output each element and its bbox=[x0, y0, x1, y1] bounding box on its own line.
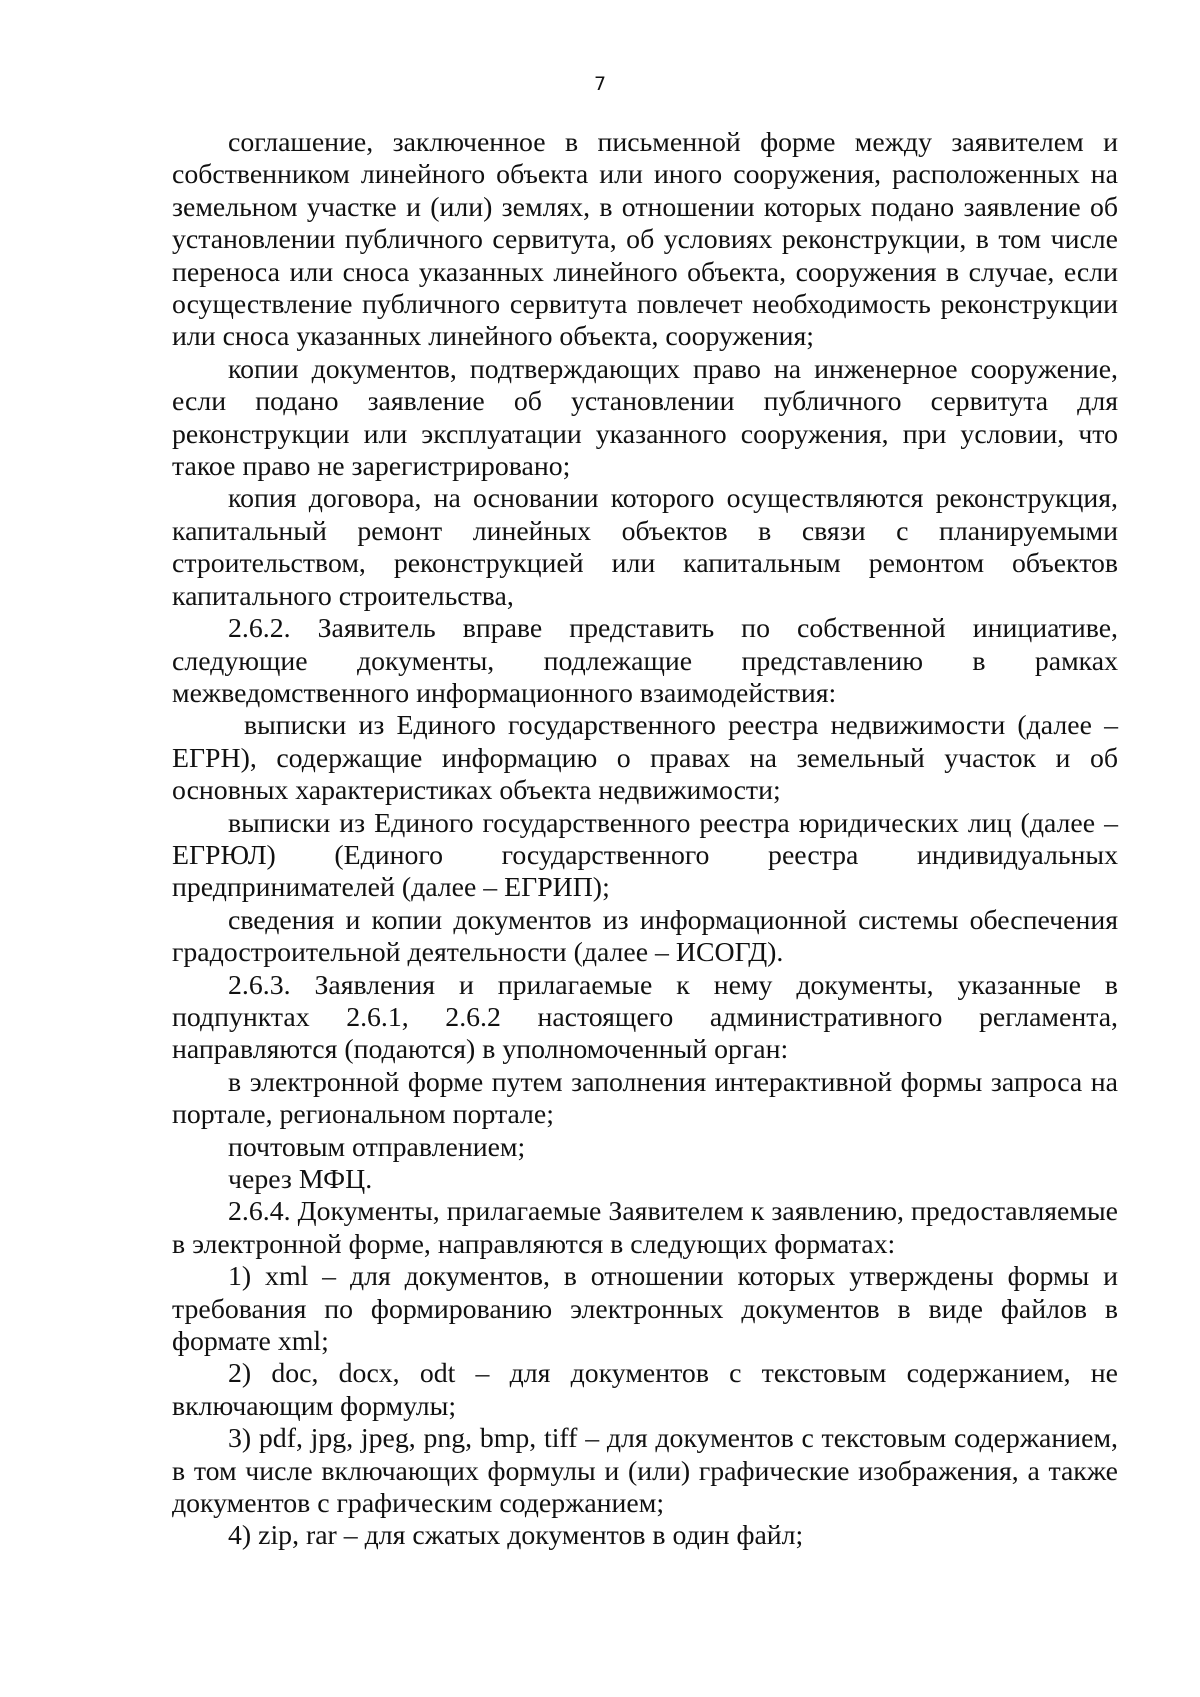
paragraph-contract-copy: копия договора, на основании которого осуществляются реконструкция, капитальный ремонт линейных объектов в связи с планируемыми строительством, реконструкцией или капитальным ремонтом объектов капитального строительства, bbox=[172, 483, 1118, 612]
paragraph-format-pdf: 3) pdf, jpg, jpeg, png, bmp, tiff – для документов с текстовым содержанием, в том числе включающих формулы и (или) графические изображения, а также документов с графическим содержанием; bbox=[172, 1423, 1118, 1520]
paragraph-egrul-extracts: выписки из Единого государственного реестра юридических лиц (далее – ЕГРЮЛ) (Единого государственного реестра индивидуальных предпринимателей (далее – ЕГРИП); bbox=[172, 807, 1118, 904]
paragraph-section-2-6-4: 2.6.4. Документы, прилагаемые Заявителем к заявлению, предоставляемые в электронной форме, направляются в следующих форматах: bbox=[172, 1196, 1118, 1260]
paragraph-postal: почтовым отправлением; bbox=[228, 1131, 526, 1163]
paragraph-engineering-structure-copies: копии документов, подтверждающих право на инженерное сооружение, если подано заявление об установлении публичного сервитута для реконструкции или эксплуатации указанного сооружения, при условии, что такое право не зарегистрировано; bbox=[172, 353, 1118, 483]
paragraph-agreement: соглашение, заключенное в письменной форме между заявителем и собственником линейного объекта или иного сооружения, расположенных на земельном участке и (или) землях, в отношении которых подано заявление об установлении публичного сервитута, об условиях реконструкции, в том числе переноса или сноса указанных линейного объекта, сооружения в случае, если осуществление публичного сервитута повлечет необходимость реконструкции или сноса указанных линейного объекта, сооружения; bbox=[172, 127, 1118, 353]
paragraph-electronic-form: в электронной форме путем заполнения интерактивной формы запроса на портале, региональном портале; bbox=[172, 1066, 1118, 1131]
document-body bbox=[172, 127, 1118, 1553]
paragraph-section-2-6-3: 2.6.3. Заявления и прилагаемые к нему документы, указанные в подпунктах 2.6.1, 2.6.2 настоящего административного регламента, направляются (подаются) в уполномоченный орган: bbox=[172, 969, 1118, 1066]
paragraph-format-zip: 4) zip, rar – для сжатых документов в один файл; bbox=[228, 1520, 804, 1552]
paragraph-format-doc: 2) doc, docx, odt – для документов с текстовым содержанием, не включающим формулы; bbox=[172, 1358, 1118, 1422]
paragraph-mfc: через МФЦ. bbox=[228, 1164, 373, 1195]
page-number: 7 bbox=[593, 73, 607, 95]
paragraph-section-2-6-2: 2.6.2. Заявитель вправе представить по собственной инициативе, следующие документы, подлежащие представлению в рамках межведомственного информационного взаимодействия: bbox=[172, 613, 1118, 709]
paragraph-format-xml: 1) xml – для документов, в отношении которых утверждены формы и требования по формированию электронных документов в виде файлов в формате xml; bbox=[172, 1261, 1118, 1358]
paragraph-egrn-extracts: выписки из Единого государственного реестра недвижимости (далее – ЕГРН), содержащие информацию о правах на земельный участок и об основных характеристиках объекта недвижимости; bbox=[172, 710, 1118, 807]
paragraph-isogd-info: сведения и копии документов из информационной системы обеспечения градостроительной деятельности (далее – ИСОГД). bbox=[172, 904, 1118, 969]
